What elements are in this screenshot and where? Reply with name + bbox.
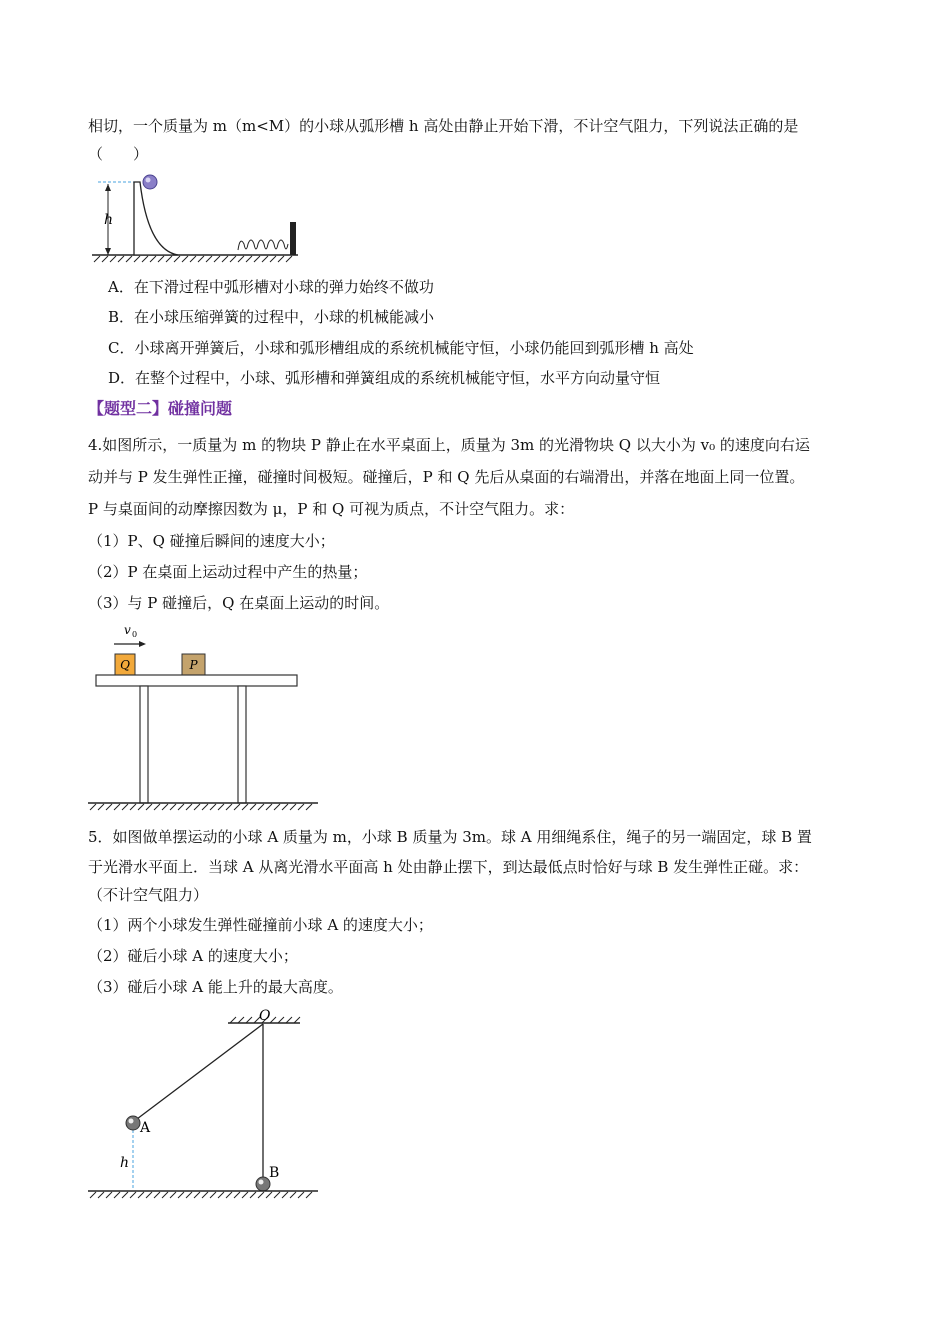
q5-a-label: A <box>140 1120 151 1136</box>
q3-stem-line1: 相切，一个质量为 m（m<M）的小球从弧形槽 h 高处由静止开始下滑，不计空气阻力，下列说法正确的是 <box>88 117 799 135</box>
q4-line4: （1）P、Q 碰撞后瞬间的速度大小； <box>88 532 335 550</box>
q4-q-label: Q <box>120 658 130 672</box>
q4-line5: （2）P 在桌面上运动过程中产生的热量； <box>88 563 368 581</box>
q3-figure <box>88 170 318 266</box>
q4-line1: 4.如图所示，一质量为 m 的物块 P 静止在水平桌面上，质量为 3m 的光滑物块 Q 以大小为 v₀ 的速度向右运 <box>88 436 810 454</box>
q3-option-b: B．在小球压缩弹簧的过程中，小球的机械能减小 <box>108 308 435 326</box>
q4-p-label: P <box>189 658 198 672</box>
q5-line1: 5．如图做单摆运动的小球 A 质量为 m，小球 B 质量为 3m。球 A 用细绳系住，绳子的另一端固定，球 B 置 <box>88 828 812 846</box>
q5-line5: （2）碰后小球 A 的速度大小； <box>88 947 298 965</box>
q4-line6: （3）与 P 碰撞后，Q 在桌面上运动的时间。 <box>88 594 390 612</box>
q3-option-c: C．小球离开弹簧后，小球和弧形槽组成的系统机械能守恒，小球仍能回到弧形槽 h 高处 <box>108 339 694 357</box>
q5-line6: （3）碰后小球 A 能上升的最大高度。 <box>88 978 343 996</box>
q4-line3: P 与桌面间的动摩擦因数为 μ，P 和 Q 可视为质点，不计空气阻力。求： <box>88 500 575 518</box>
q4-figure <box>88 618 328 818</box>
q5-h-label: h <box>120 1155 130 1171</box>
q3-stem-line2: （ ） <box>88 145 149 163</box>
q3-option-a: A．在下滑过程中弧形槽对小球的弹力始终不做功 <box>108 278 434 296</box>
q5-line4: （1）两个小球发生弹性碰撞前小球 A 的速度大小； <box>88 916 433 934</box>
q5-line2: 于光滑水平面上．当球 A 从离光滑水平面高 h 处由静止摆下，到达最低点时恰好与球 B 发生弹性正碰。求： <box>88 858 809 876</box>
q5-line3: （不计空气阻力） <box>88 886 209 904</box>
q5-o-label: O <box>259 1008 271 1024</box>
q5-figure <box>88 1004 328 1204</box>
section-heading: 【题型二】碰撞问题 <box>88 399 233 418</box>
q4-v-label: v <box>124 623 131 637</box>
q4-line2: 动并与 P 发生弹性正撞，碰撞时间极短。碰撞后，P 和 Q 先后从桌面的右端滑出，并落在地面上同一位置。 <box>88 468 805 486</box>
q3-h-label: h <box>104 212 114 228</box>
q4-v-sub: 0 <box>132 630 138 639</box>
q5-b-label: B <box>269 1165 280 1181</box>
q3-option-d: D．在整个过程中，小球、弧形槽和弹簧组成的系统机械能守恒，水平方向动量守恒 <box>108 369 661 387</box>
